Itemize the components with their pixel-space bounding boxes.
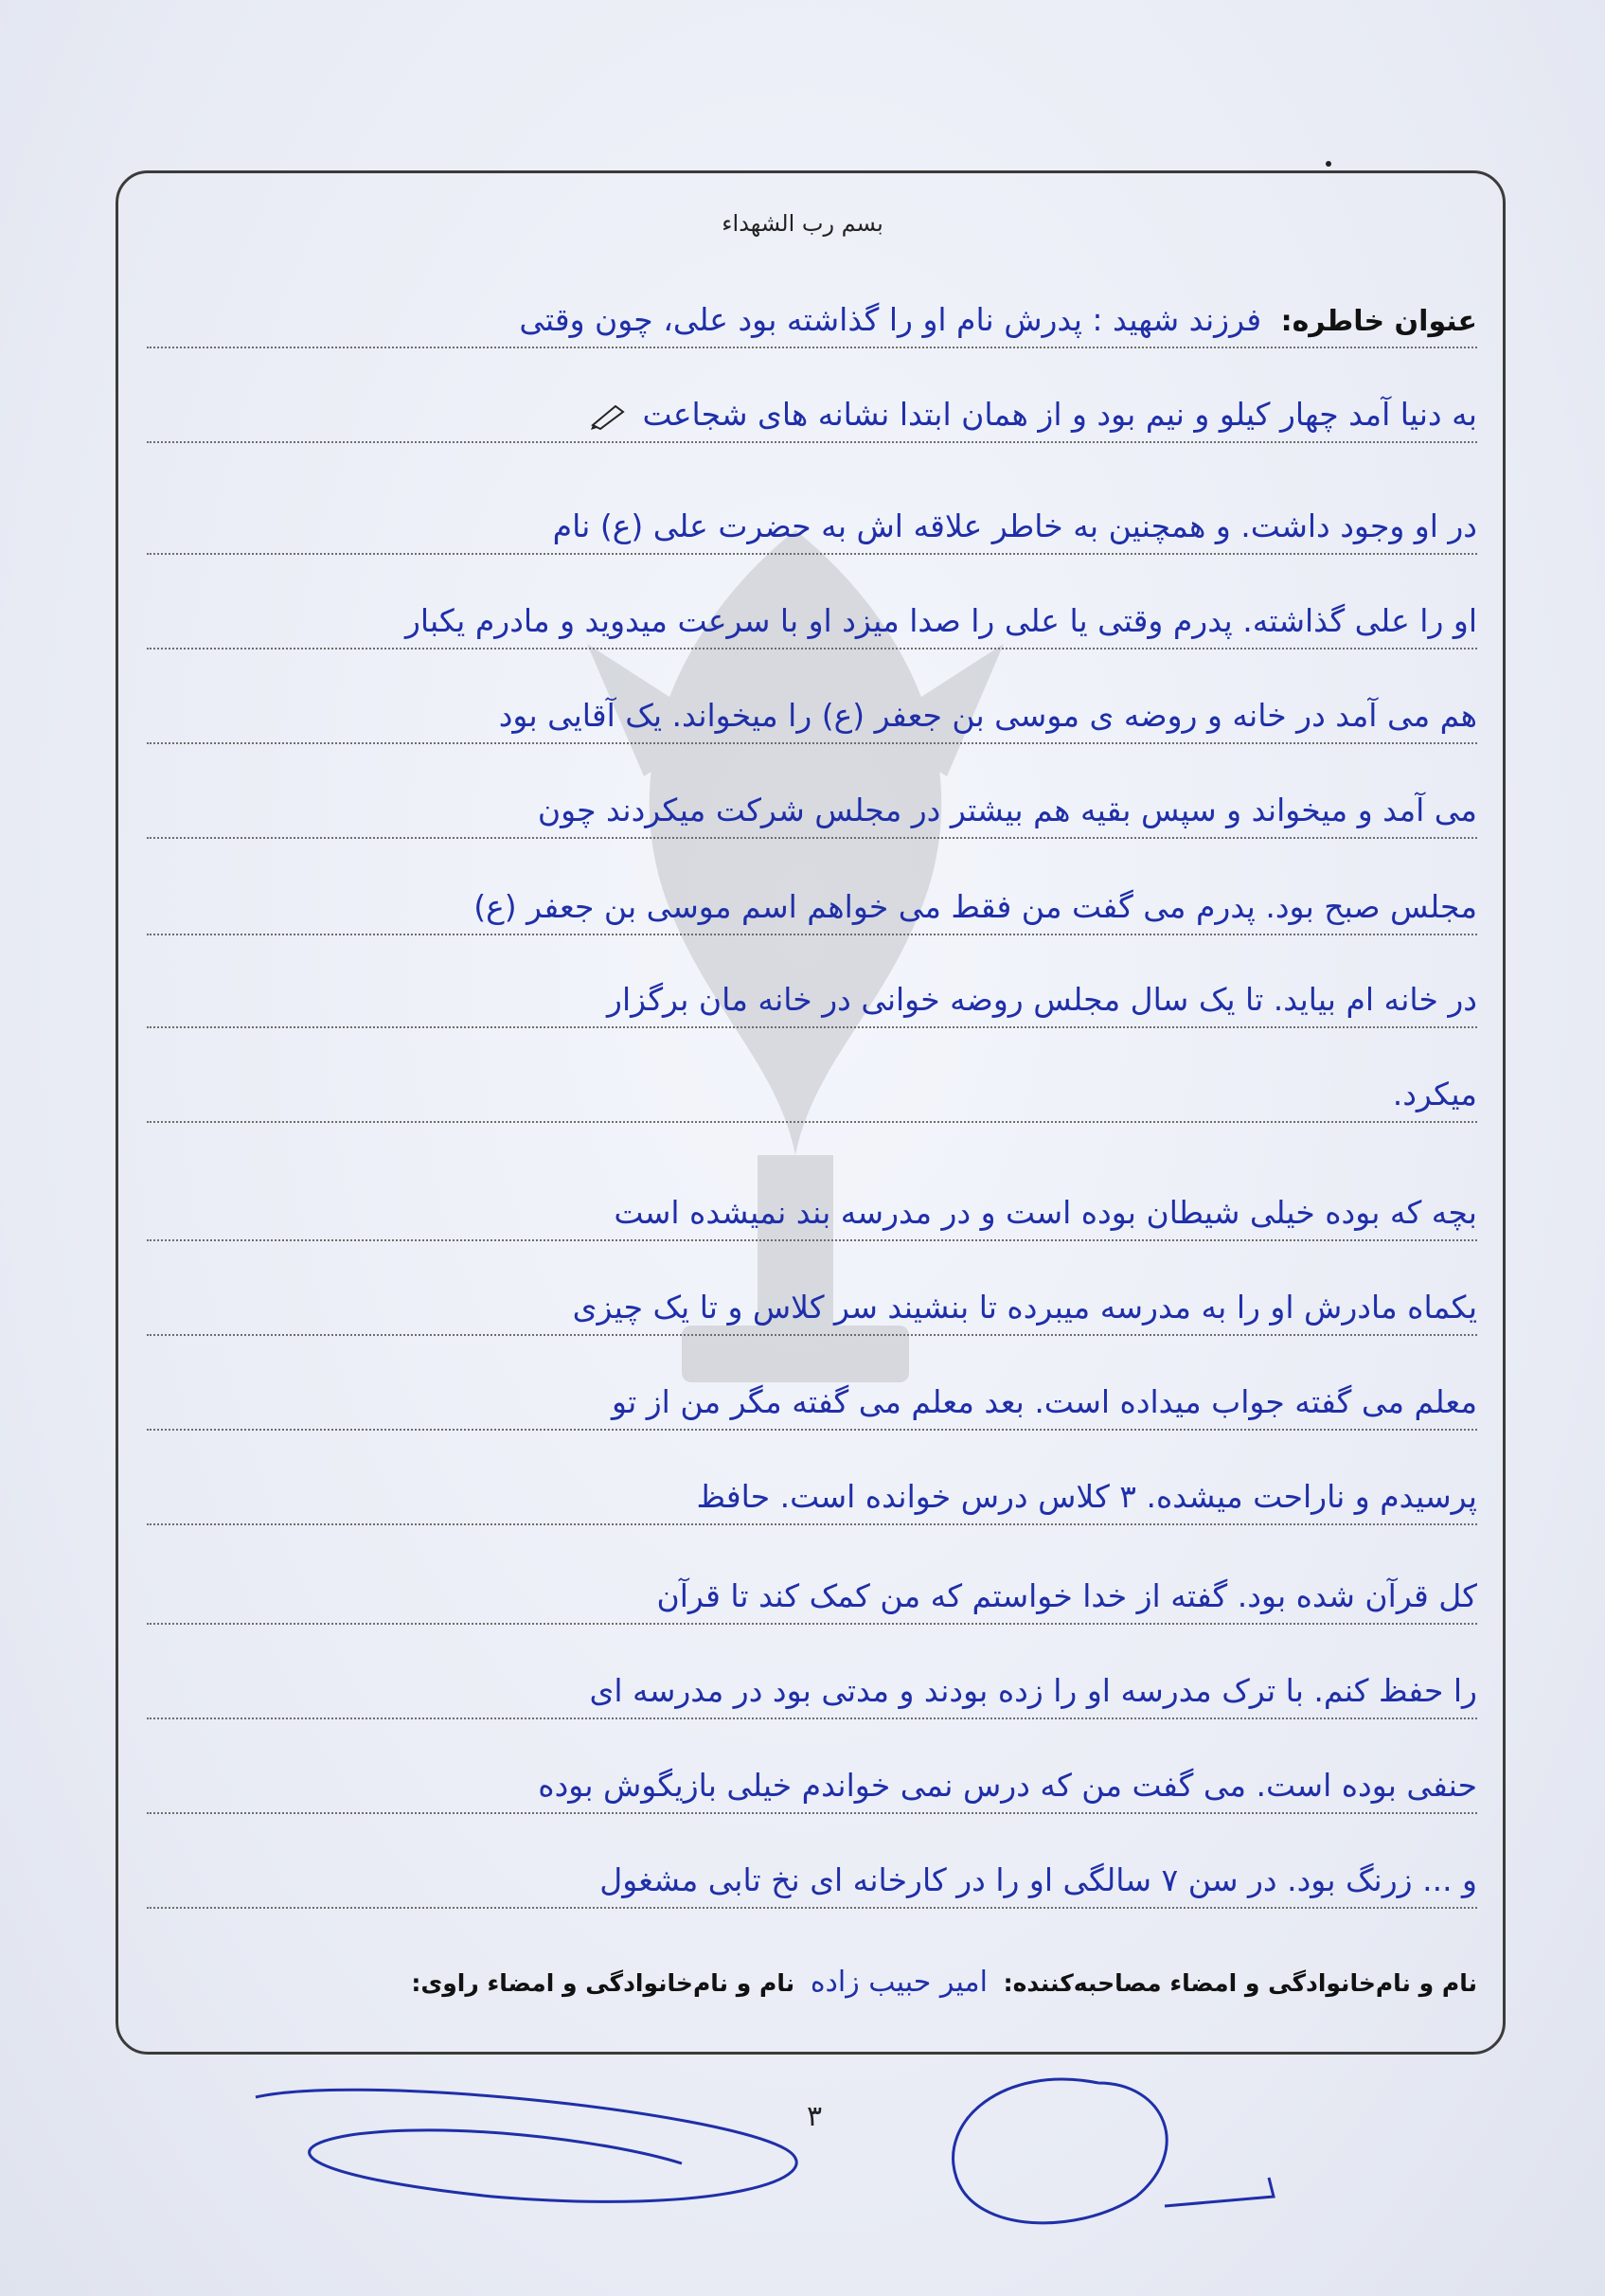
memoir-line-10 [147,1188,1477,1241]
memoir-line-16 [147,1761,1477,1814]
interviewer-label: نام و نام‌خانوادگی و امضاء مصاحبه‌کننده: [1003,1969,1477,1997]
memoir-line-13 [147,1472,1477,1525]
memoir-line-7 [147,882,1477,935]
handwritten-text: مجلس صبح بود. پدرم می گفت من فقط می خواهم اسم موسی بن جعفر (ع) [473,888,1477,925]
handwritten-text: و ... زرنگ بود. در سن ۷ سالگی او را در کارخانه ای نخ تابی مشغول [599,1861,1477,1898]
signature-left [256,2090,796,2201]
ink-dot [1326,161,1331,167]
memoir-line-15 [147,1666,1477,1719]
page-header-title: بسم رب الشهداء [722,210,883,237]
interviewer-name: امیر حبیب زاده [810,1966,988,1999]
handwritten-text: در او وجود داشت. و همچنین به خاطر علاقه اش به حضرت علی (ع) نام [552,507,1477,544]
handwritten-text: هم می آمد در خانه و روضه ی موسی بن جعفر (ع) را میخواند. یک آقایی بود [498,697,1477,734]
memoir-line-2 [147,390,1477,443]
handwritten-text: یکماه مادرش او را به مدرسه میبرده تا بنشیند سر کلاس و تا یک چیزی [572,1289,1477,1326]
handwritten-text: به دنیا آمد چهار کیلو و نیم بود و از همان ابتدا نشانه های شجاعت [642,396,1477,433]
handwritten-text: پرسیدم و ناراحت میشده. ۳ کلاس درس خوانده است. حافظ [696,1478,1477,1515]
handwritten-text: او را علی گذاشته. پدرم وقتی یا علی را صدا میزد او با سرعت میدوید و مادرم یکبار [405,602,1477,639]
memoir-line-8 [147,975,1477,1028]
narrator-label: نام و نام‌خانوادگی و امضاء راوی: [411,1969,795,1997]
handwritten-text: حنفی بوده است. می گفت من که درس نمی خواندم خیلی بازیگوش بوده [538,1767,1477,1804]
handwritten-text: را حفظ کنم. با ترک مدرسه او را زده بودند و مدتی بود در مدرسه ای [589,1672,1477,1709]
page-number: ۳ [806,2100,823,2133]
handwritten-text: فرزند شهید : پدرش نام او را گذاشته بود علی، چون وقتی [519,301,1262,338]
memoir-line-5 [147,691,1477,744]
memoir-line-11 [147,1283,1477,1336]
handwritten-text: کل قرآن شده بود. گفته از خدا خواستم که من کمک کند تا قرآن [656,1577,1477,1614]
signature-right [954,2079,1274,2223]
memoir-line-14 [147,1572,1477,1625]
memoir-line-3 [147,502,1477,555]
memoir-line-17 [147,1856,1477,1909]
memoir-line-12 [147,1378,1477,1431]
memoir-line-9 [147,1070,1477,1123]
memoir-line-1 [147,295,1477,348]
pencil-icon [589,402,627,431]
memoir-line-4 [147,596,1477,650]
memoir-title-label: عنوان خاطره: [1280,305,1477,338]
handwritten-text: در خانه ام بیاید. تا یک سال مجلس روضه خوانی در خانه مان برگزار [607,981,1477,1018]
handwritten-text: می آمد و میخواند و سپس بقیه هم بیشتر در مجلس شرکت میکردند چون [537,792,1477,828]
handwritten-text: معلم می گفته جواب میداده است. بعد معلم می گفته مگر من از تو [612,1383,1477,1420]
signature-row [369,1966,1477,1999]
handwritten-text: میکرد. [1392,1076,1477,1112]
memoir-line-6 [147,786,1477,839]
handwritten-text: بچه که بوده خیلی شیطان بوده است و در مدرسه بند نمیشده است [614,1194,1477,1231]
